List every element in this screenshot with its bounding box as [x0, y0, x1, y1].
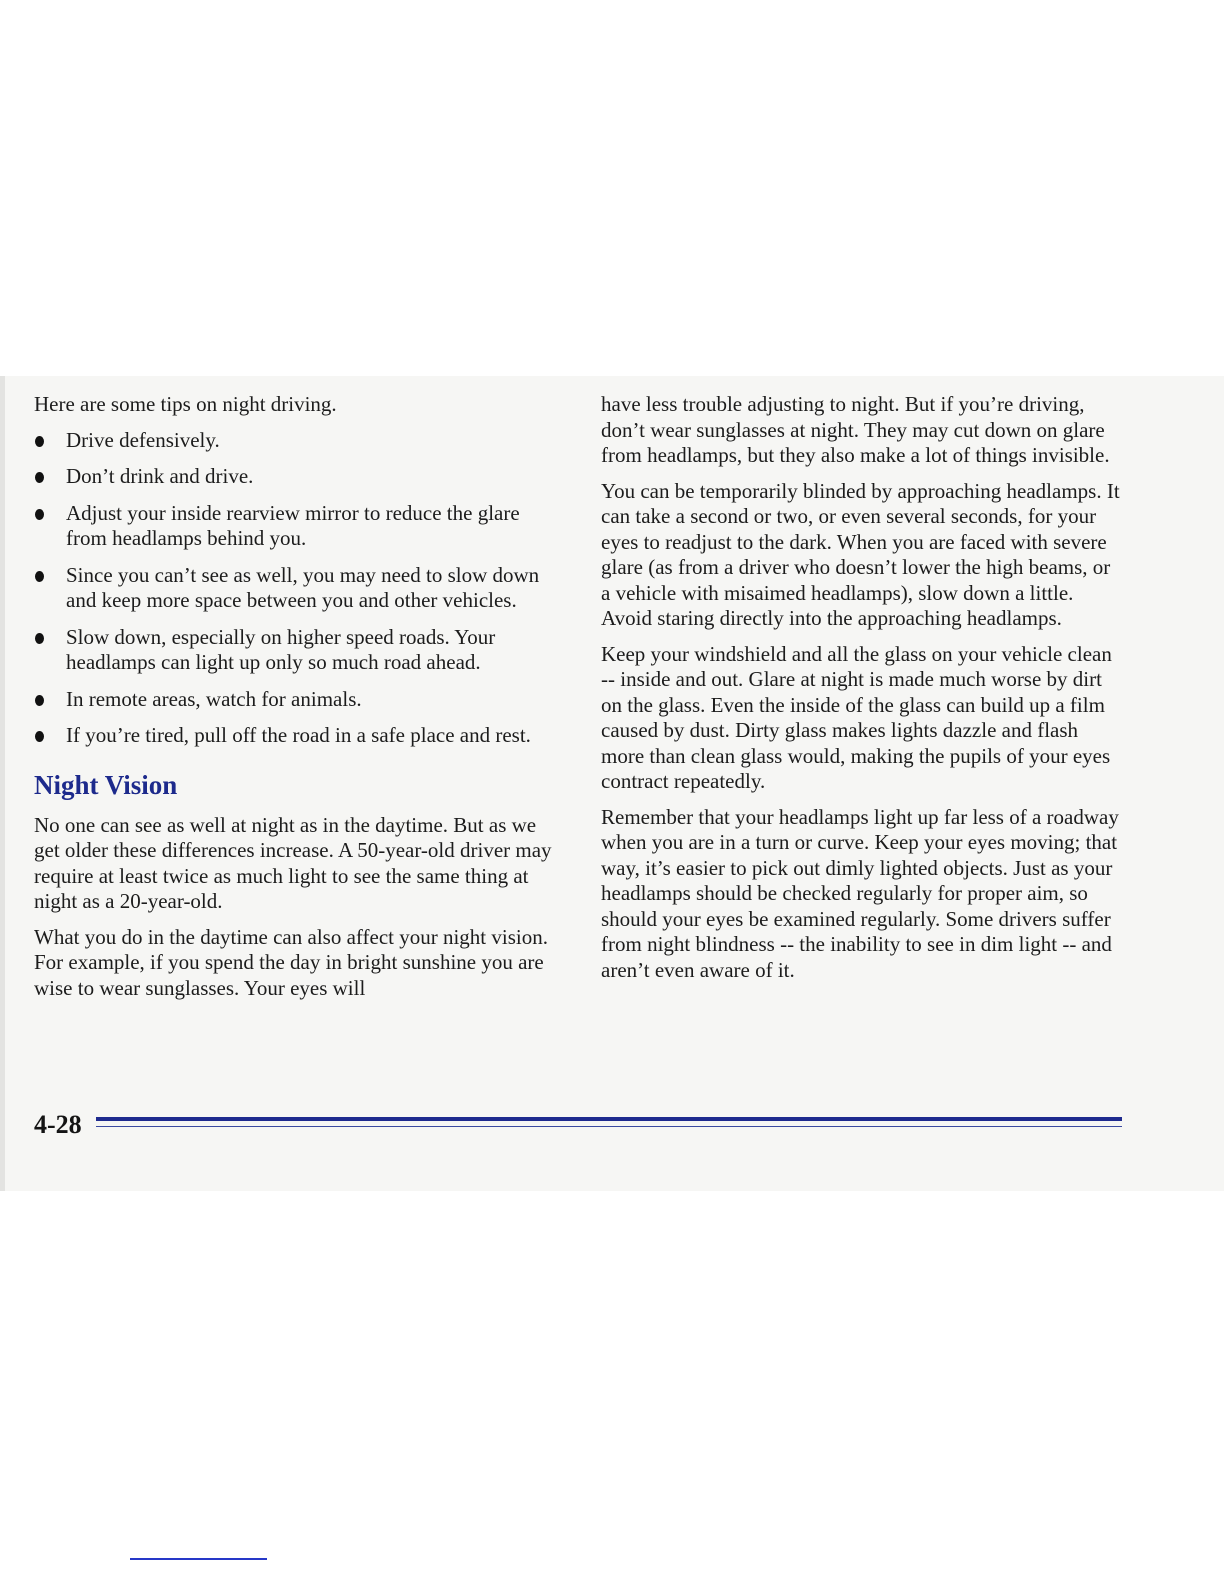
- page-number: 4-28: [34, 1110, 82, 1139]
- list-item: [34, 563, 564, 614]
- bullet-icon: [35, 731, 44, 742]
- list-item-text: If you’re tired, pull off the road in a safe place and rest.: [66, 723, 531, 747]
- paragraph: You can be temporarily blinded by approaching headlamps. It can take a second or two, or even several seconds, for your eyes to readjust to the dark. When you are faced with severe glare (as from a driver who doesn’t lower the high beams, or a vehicle with misaimed headlamps), slow down a little. Avoid staring directly into the approaching headlamps.: [601, 478, 1120, 630]
- page-footer: [34, 1110, 1124, 1142]
- paragraph: What you do in the daytime can also affect your night vision. For example, if you spend the day in bright sunshine you are wise to wear sunglasses. Your eyes will: [34, 924, 548, 1000]
- list-item: [34, 625, 564, 676]
- bullet-icon: [35, 472, 44, 483]
- right-column: [601, 392, 1123, 993]
- list-item: [34, 687, 564, 713]
- bullet-icon: [35, 571, 44, 582]
- bullet-icon: [35, 509, 44, 520]
- bullet-icon: [35, 695, 44, 706]
- footer-rule-thin: [96, 1126, 1122, 1127]
- list-item-text: Slow down, especially on higher speed roads. Your headlamps can light up only so much road ahead.: [66, 624, 496, 674]
- list-item: [34, 501, 564, 552]
- page-edge-shadow: [0, 376, 5, 1191]
- footer-rule: [96, 1117, 1122, 1121]
- paragraph: Remember that your headlamps light up far less of a roadway when you are in a turn or curve. Keep your eyes moving; that way, it’s easier to pick out dimly lighted objects. Just as your headlamps should be checked regularly for proper aim, so should your eyes be examined regularly. Some drivers suffer from night blindness -- the inability to see in dim light -- and aren’t even aware of it.: [601, 804, 1119, 982]
- intro-text: Here are some tips on night driving.: [34, 392, 337, 416]
- bullet-icon: [35, 633, 44, 644]
- list-item-text: Don’t drink and drive.: [66, 464, 254, 488]
- section-heading: Night Vision: [34, 769, 178, 800]
- list-item-text: Since you can’t see as well, you may need to slow down and keep more space between you and other vehicles.: [66, 562, 540, 612]
- list-item-text: Drive defensively.: [66, 427, 220, 452]
- bullet-icon: [35, 436, 44, 447]
- list-item: [34, 723, 564, 749]
- list-item: [34, 464, 564, 490]
- paragraph: have less trouble adjusting to night. But if you’re driving, don’t wear sunglasses at night. They may cut down on glare from headlamps, but they also make a lot of things invisible.: [601, 392, 1110, 467]
- paragraph: No one can see as well at night as in the daytime. But as we get older these differences increase. A 50-year-old driver may require at least twice as much light to see the same thing at night as a 20-year-old.: [34, 812, 552, 913]
- tips-list: [34, 428, 564, 749]
- list-item-text: Adjust your inside rearview mirror to reduce the glare from headlamps behind you.: [66, 500, 520, 550]
- paragraph: Keep your windshield and all the glass on your vehicle clean -- inside and out. Glare at night is made much worse by dirt on the glass. Even the inside of the glass can build up a film caused by dust. Dirty glass makes lights dazzle and flash more than clean glass would, making the pupils of your eyes contract repeatedly.: [601, 641, 1112, 793]
- list-item-text: In remote areas, watch for animals.: [66, 686, 362, 711]
- list-item: [34, 428, 564, 454]
- left-column: [34, 392, 564, 1011]
- bottom-underline: [130, 1558, 267, 1560]
